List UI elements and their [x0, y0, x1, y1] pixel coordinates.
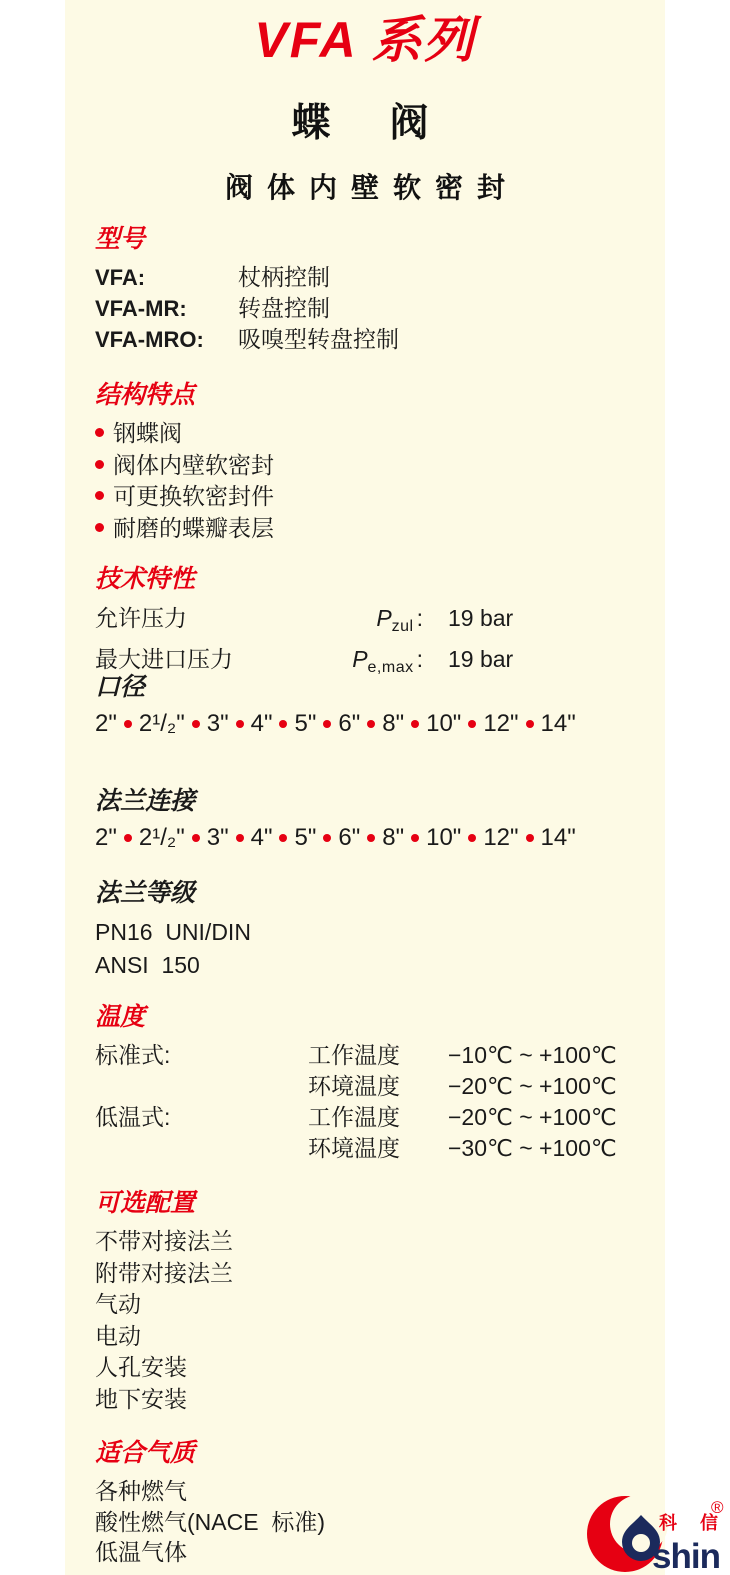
page-title: VFA 系列 — [254, 12, 476, 68]
temperature-heading: 温度 — [95, 1003, 146, 1031]
temp-kind: 环境温度 — [308, 1135, 400, 1161]
feature-text: 阀体内壁软密封 — [113, 451, 274, 478]
product-subtitle: 阀体内壁软密封 — [224, 172, 519, 203]
features-heading: 结构特点 — [95, 381, 196, 409]
bullet-separator-icon — [124, 720, 132, 728]
temp-type: 标准式: — [95, 1042, 171, 1068]
section-temperature — [95, 1002, 640, 1164]
tech-heading: 技术特性 — [95, 565, 196, 593]
section-flange-rating — [95, 878, 640, 982]
symbol-colon: : — [416, 605, 423, 631]
bullet-separator-icon — [411, 834, 419, 842]
size-item: 10" — [426, 710, 462, 737]
temp-type: 低温式: — [95, 1104, 171, 1130]
bullet-separator-icon — [367, 834, 375, 842]
tech-row — [95, 602, 640, 643]
model-row — [95, 262, 640, 293]
size-item: 4" — [250, 824, 273, 851]
size-item: 2¹/₂" — [138, 824, 185, 851]
coshin-logo-icon — [578, 1483, 730, 1575]
feature-text: 可更换软密封件 — [113, 483, 274, 509]
size-item: 8" — [382, 710, 405, 737]
bullet-separator-icon — [124, 834, 132, 842]
symbol-base: P — [352, 646, 368, 672]
size-item: 6" — [338, 710, 361, 737]
temp-range: −10℃ ~ +100℃ — [448, 1042, 617, 1068]
bullet-icon — [95, 491, 104, 500]
tech-value: 19 bar — [448, 646, 514, 672]
gas-item: 各种燃气 — [95, 1478, 187, 1504]
tech-label: 最大进口压力 — [95, 646, 233, 672]
feature-item — [95, 513, 640, 545]
model-description: 杖柄控制 — [238, 264, 330, 290]
bullet-icon — [95, 460, 104, 469]
bullet-separator-icon — [279, 720, 287, 728]
bullet-separator-icon — [468, 834, 476, 842]
flange-rating-item: ANSI 150 — [95, 952, 200, 978]
temp-kind: 工作温度 — [308, 1104, 400, 1130]
tech-label: 允许压力 — [95, 605, 187, 631]
size-item: 2" — [95, 710, 117, 737]
size-item: 2" — [95, 824, 117, 851]
temp-kind: 环境温度 — [308, 1073, 400, 1099]
options-heading: 可选配置 — [95, 1189, 196, 1217]
section-bore — [95, 672, 640, 738]
bullet-separator-icon — [192, 834, 200, 842]
bullet-separator-icon — [323, 720, 331, 728]
bullet-separator-icon — [236, 834, 244, 842]
temperature-row — [95, 1102, 640, 1133]
model-code: VFA-MRO: — [95, 327, 204, 352]
section-model — [95, 224, 640, 355]
feature-item — [95, 418, 640, 450]
size-item: 6" — [338, 824, 361, 851]
logo-drop-hole — [632, 1534, 650, 1552]
bullet-icon — [95, 428, 104, 437]
bullet-separator-icon — [236, 720, 244, 728]
tech-symbol — [308, 602, 423, 643]
gas-item: 酸性燃气(NACE 标准) — [95, 1508, 325, 1535]
flange-rating-heading: 法兰等级 — [95, 879, 196, 907]
size-item: 4" — [250, 710, 273, 737]
temp-type — [95, 1133, 308, 1164]
size-item: 2¹/₂" — [138, 710, 185, 737]
tech-value: 19 bar — [448, 605, 514, 631]
coshin-logo — [578, 1483, 730, 1575]
size-item: 5" — [294, 710, 317, 737]
option-item: 电动 — [95, 1322, 141, 1349]
size-item: 3" — [206, 824, 229, 851]
model-row — [95, 293, 640, 324]
option-item: 不带对接法兰 — [95, 1228, 233, 1254]
model-description: 吸嗅型转盘控制 — [238, 326, 399, 352]
symbol-subscript: e,max — [367, 659, 414, 676]
model-code: VFA-MR: — [95, 296, 187, 321]
bullet-separator-icon — [192, 720, 200, 728]
temp-type — [95, 1071, 308, 1102]
bullet-separator-icon — [526, 834, 534, 842]
bullet-separator-icon — [411, 720, 419, 728]
option-item: 人孔安装 — [95, 1354, 187, 1380]
section-flange-connection — [95, 786, 640, 852]
bullet-separator-icon — [323, 834, 331, 842]
flange-connection-heading: 法兰连接 — [95, 787, 196, 815]
option-item: 气动 — [95, 1291, 141, 1317]
temperature-row — [95, 1040, 640, 1071]
section-tech — [95, 564, 640, 684]
model-description: 转盘控制 — [238, 295, 330, 321]
gases-heading: 适合气质 — [95, 1439, 196, 1467]
bore-sizes — [95, 710, 640, 738]
section-options — [95, 1188, 640, 1415]
bullet-separator-icon — [279, 834, 287, 842]
feature-item — [95, 450, 640, 482]
logo-brand-en: shin — [652, 1537, 720, 1575]
feature-item — [95, 481, 640, 513]
bore-heading: 口径 — [95, 673, 146, 701]
size-item: 14" — [540, 710, 576, 737]
option-item: 地下安装 — [95, 1385, 187, 1412]
symbol-colon: : — [416, 646, 423, 672]
feature-text: 耐磨的蝶瓣表层 — [113, 514, 274, 541]
option-item: 附带对接法兰 — [95, 1259, 233, 1286]
bullet-separator-icon — [526, 720, 534, 728]
feature-text: 钢蝶阀 — [113, 420, 182, 446]
temp-range: −20℃ ~ +100℃ — [448, 1073, 617, 1099]
size-item: 10" — [426, 824, 462, 851]
flange-connection-sizes — [95, 824, 640, 852]
temperature-row — [95, 1071, 640, 1102]
registered-mark-icon: ® — [711, 1498, 724, 1517]
symbol-base: P — [376, 605, 392, 631]
size-item: 5" — [294, 824, 317, 851]
size-item: 14" — [540, 824, 576, 851]
section-gases — [95, 1438, 640, 1568]
size-item: 8" — [382, 824, 405, 851]
section-features — [95, 380, 640, 544]
size-item: 12" — [483, 824, 519, 851]
bullet-separator-icon — [367, 720, 375, 728]
model-code: VFA: — [95, 265, 146, 290]
model-heading: 型号 — [95, 225, 146, 253]
temperature-row — [95, 1133, 640, 1164]
size-item: 12" — [483, 710, 519, 737]
temp-range: −30℃ ~ +100℃ — [448, 1135, 617, 1161]
flange-rating-item: PN16 UNI/DIN — [95, 919, 251, 945]
temp-range: −20℃ ~ +100℃ — [448, 1104, 617, 1130]
size-item: 3" — [206, 710, 229, 737]
symbol-subscript: zul — [391, 618, 414, 635]
bullet-icon — [95, 523, 104, 532]
bullet-separator-icon — [468, 720, 476, 728]
temp-kind: 工作温度 — [308, 1042, 400, 1068]
gas-item: 低温气体 — [95, 1539, 187, 1565]
logo-brand-cn: 科 信 — [659, 1513, 728, 1533]
model-row — [95, 324, 640, 355]
product-name: 蝶 阀 — [291, 102, 439, 145]
